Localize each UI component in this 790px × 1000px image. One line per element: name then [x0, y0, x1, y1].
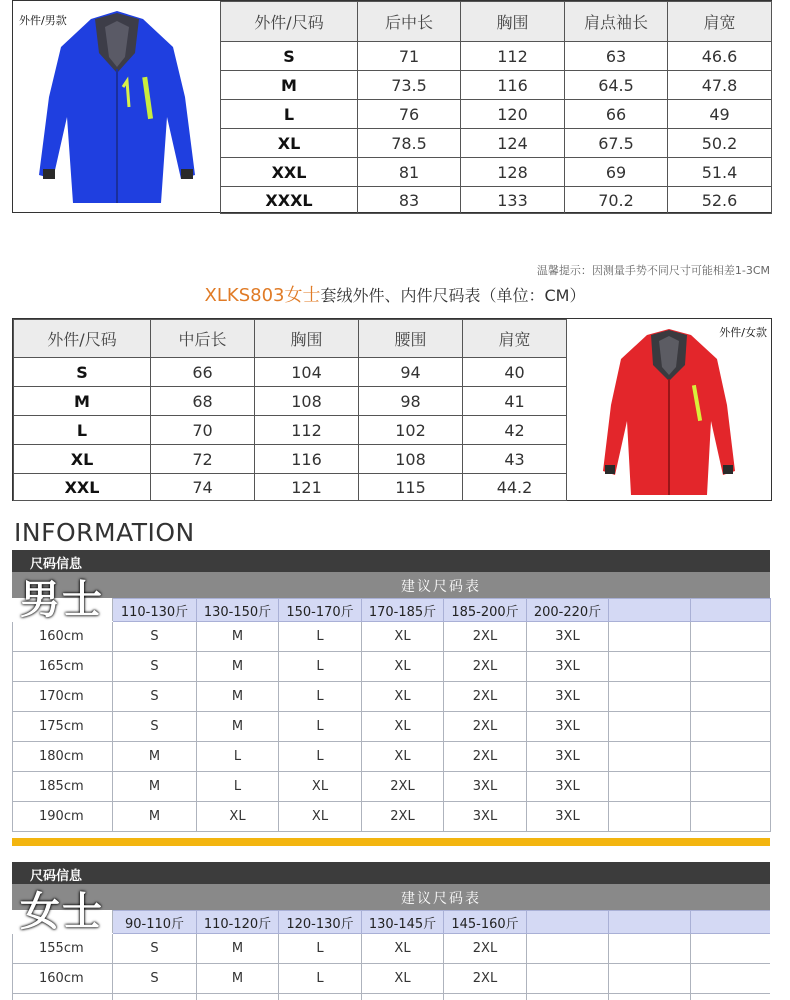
- product-code: XLKS803女士: [204, 285, 321, 306]
- table-row: 170cm S M L XL 2XL 3XL: [13, 682, 771, 712]
- women-weight-header: 90-110斤 110-120斤 120-130斤 130-145斤 145-160斤: [13, 911, 771, 934]
- men-col-shoulder: 肩宽: [668, 2, 772, 42]
- table-row: S 71 112 63 46.6: [221, 42, 772, 71]
- men-col-chest: 胸围: [461, 2, 565, 42]
- table-row: [13, 994, 771, 1000]
- men-jacket-image: [35, 7, 199, 207]
- table-row: L 70 112 102 42: [14, 416, 567, 445]
- table-row: S 66 104 94 40: [14, 358, 567, 387]
- table-row: XXL 74 121 115 44.2: [14, 474, 567, 501]
- subtitle-text: 套绒外件、内件尺码表（单位：CM）: [320, 286, 586, 305]
- table-row: M 68 108 98 41: [14, 387, 567, 416]
- table-row: L 76 120 66 49: [221, 100, 772, 129]
- table-row: 175cm S M L XL 2XL 3XL: [13, 712, 771, 742]
- women-recommend-table: [12, 910, 770, 1000]
- men-big-label: 男士: [20, 577, 104, 623]
- women-size-table: [13, 319, 567, 501]
- men-jacket-photo: [13, 1, 221, 212]
- women-section-bar: [12, 862, 770, 884]
- women-jacket-photo: [566, 319, 771, 500]
- table-row: 155cm S M L XL 2XL: [13, 934, 771, 964]
- men-col-size: 外件/尺码: [221, 2, 358, 42]
- women-recommend-section: [12, 862, 770, 1000]
- table-row: 190cm M XL XL 2XL 3XL 3XL: [13, 802, 771, 832]
- women-col-shoulder: 肩宽: [463, 320, 567, 358]
- women-col-size: 外件/尺码: [14, 320, 151, 358]
- women-col-chest: 胸围: [255, 320, 359, 358]
- men-section-bar: [12, 550, 770, 572]
- women-caption-bar: [12, 884, 770, 910]
- women-size-chart: [12, 318, 772, 501]
- men-recommend-table: [12, 598, 771, 832]
- table-row: 160cm S M L XL 2XL: [13, 964, 771, 994]
- women-caption: 建议尺码表: [401, 891, 481, 907]
- men-col-back-length: 后中长: [358, 2, 461, 42]
- men-section-label: 尺码信息: [30, 557, 83, 572]
- men-caption-bar: [12, 572, 770, 598]
- table-row: 185cm M L XL 2XL 3XL 3XL: [13, 772, 771, 802]
- men-col-sleeve: 肩点袖长: [565, 2, 668, 42]
- table-row: XL 72 116 108 43: [14, 445, 567, 474]
- women-col-waist: 腰围: [359, 320, 463, 358]
- section-divider: [12, 838, 770, 846]
- table-row: 180cm M L L XL 2XL 3XL: [13, 742, 771, 772]
- men-recommend-section: [12, 550, 770, 830]
- women-col-back-length: 中后长: [151, 320, 255, 358]
- information-title: INFORMATION: [14, 518, 195, 547]
- table-row: XL 78.5 124 67.5 50.2: [221, 129, 772, 158]
- table-row: 160cm S M L XL 2XL 3XL: [13, 622, 771, 652]
- table-row: XXXL 83 133 70.2 52.6: [221, 187, 772, 214]
- measurement-note: 温馨提示：因测量手势不同尺寸可能相差1-3CM: [536, 264, 770, 277]
- chart-subtitle: [0, 281, 790, 307]
- women-section-label: 尺码信息: [30, 869, 83, 884]
- men-size-table: [220, 1, 772, 214]
- table-row: M 73.5 116 64.5 47.8: [221, 71, 772, 100]
- women-jacket-image: [601, 325, 737, 497]
- women-photo-label: 外件/女款: [719, 326, 767, 339]
- women-big-label: 女士: [20, 889, 104, 935]
- men-photo-label: 外件/男款: [19, 14, 67, 27]
- men-caption: 建议尺码表: [401, 579, 481, 595]
- table-row: XXL 81 128 69 51.4: [221, 158, 772, 187]
- men-size-chart: [12, 0, 772, 213]
- men-weight-header: 110-130斤 130-150斤 150-170斤 170-185斤 185-200斤 200-220斤: [13, 599, 771, 622]
- table-row: 165cm S M L XL 2XL 3XL: [13, 652, 771, 682]
